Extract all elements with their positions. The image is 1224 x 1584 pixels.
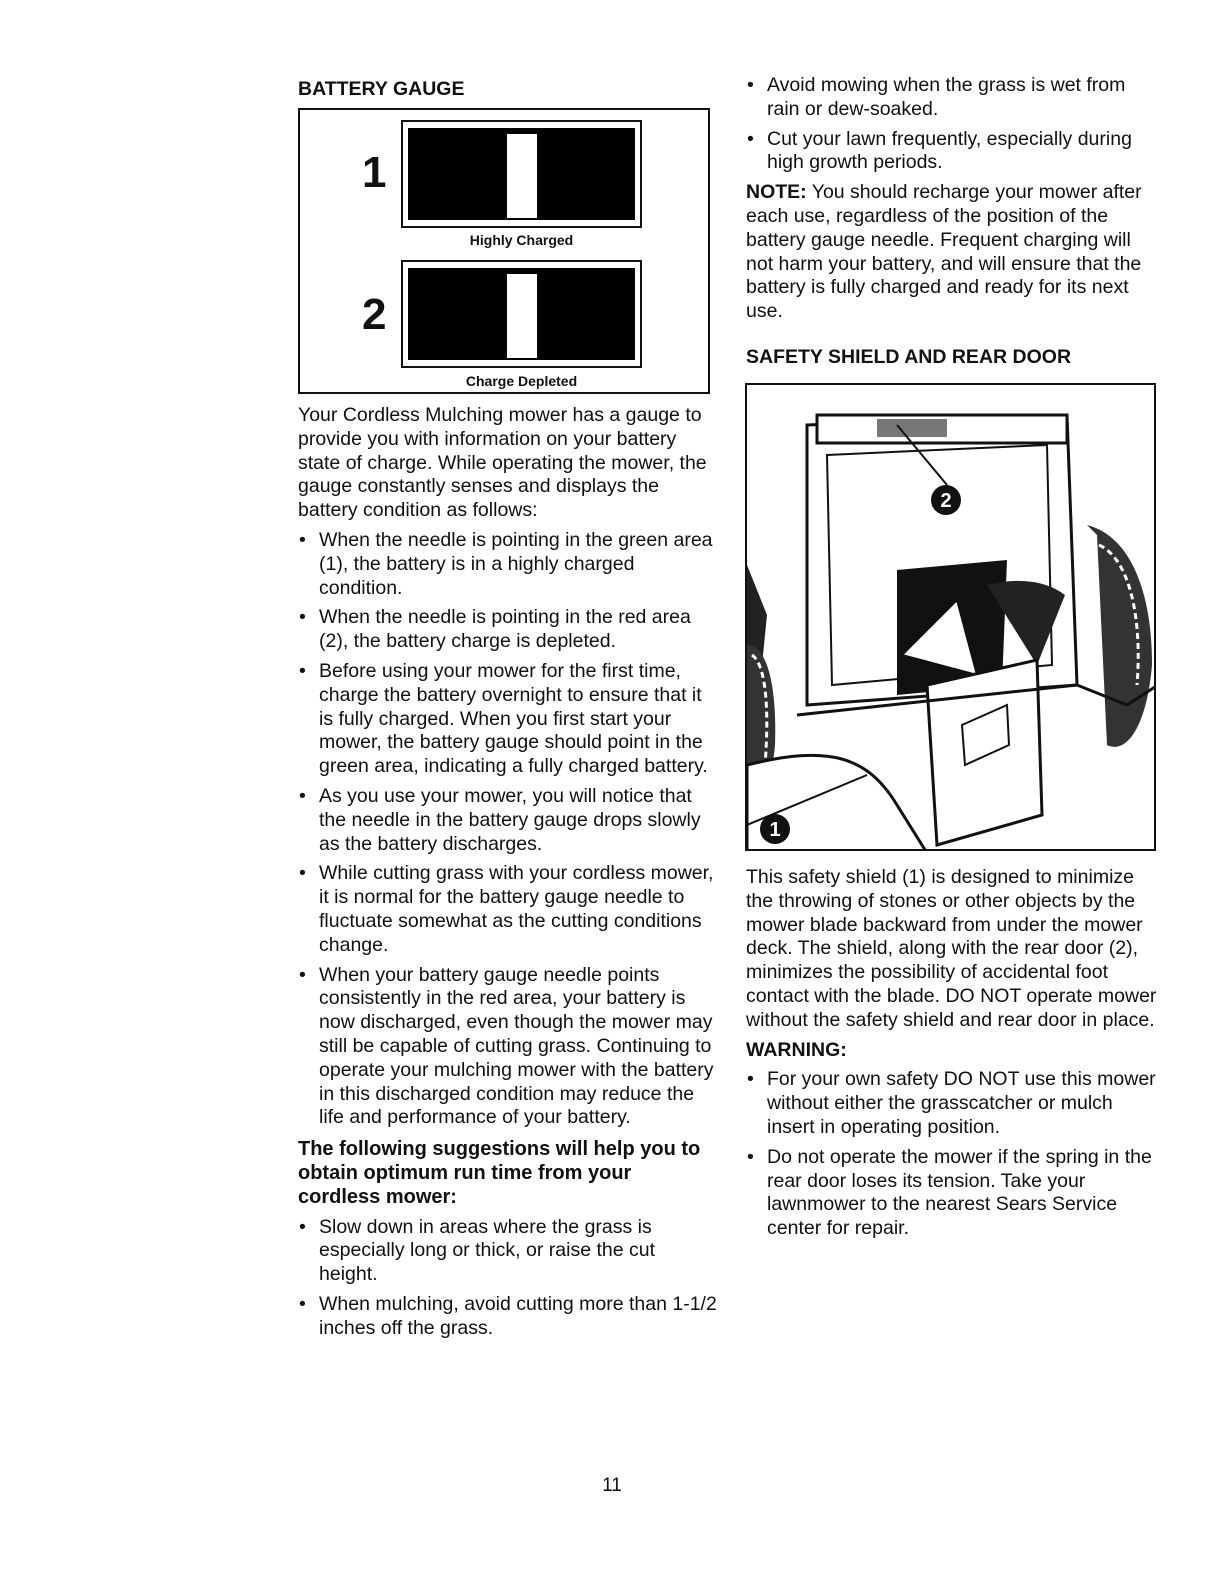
list-item: • When mulching, avoid cutting more than 1-1/2 inches off the grass.	[298, 1293, 718, 1341]
safety-shield-illustration	[745, 383, 1156, 851]
list-item: • For your own safety DO NOT use this mower without either the grasscatcher or mulch insert in operating position.	[746, 1068, 1158, 1139]
battery-gauge-figure	[298, 108, 710, 394]
note-label: NOTE:	[746, 181, 807, 204]
warning-label: WARNING:	[746, 1038, 847, 1061]
gauge-label-1: Highly Charged	[469, 232, 574, 248]
list-item: • When the needle is pointing in the red area (2), the battery charge is depleted.	[298, 606, 718, 654]
gauge-needle	[507, 134, 537, 218]
list-item: • While cutting grass with your cordless mower, it is normal for the battery gauge needle to fluctuate somewhat as the cutting conditions change.	[298, 862, 718, 957]
list-item: • When the needle is pointing in the green area (1), the battery is in a highly charged condition.	[298, 529, 718, 600]
safety-shield-heading: SAFETY SHIELD AND REAR DOOR	[746, 346, 1072, 368]
list-item: • Before using your mower for the first time, charge the battery overnight to ensure that it is fully charged. When you first start your mower, the battery gauge should point in the green area, indicating a fully charged battery.	[298, 660, 718, 779]
gauge-number-1: 1	[362, 148, 387, 197]
gauge-needle	[507, 274, 537, 358]
list-item: • Slow down in areas where the grass is especially long or thick, or raise the cut height.	[298, 1216, 718, 1287]
battery-gauge-heading: BATTERY GAUGE	[298, 78, 465, 100]
gauge-label-2: Charge Depleted	[465, 373, 578, 389]
tips-continued	[746, 74, 1158, 324]
note-text: You should recharge your mower after each use, regardless of the position of the battery gauge needle. Frequent charging will not harm your battery, and will ensure that the battery is fully charged and ready for its next use.	[746, 181, 1142, 323]
suggestions-heading: The following suggestions will help you to obtain optimum run time from your cordless mower:	[298, 1138, 701, 1208]
gauge-display-2	[401, 260, 642, 368]
safety-shield-text	[746, 866, 1158, 1241]
page-number: 11	[602, 1475, 622, 1496]
list-item: • When your battery gauge needle points consistently in the red area, your battery is now discharged, even though the mower may still be capable of cutting grass. Continuing to operate your mulching mower with the battery in this discharged condition may reduce the life and performance of your battery.	[298, 964, 718, 1131]
gauge-display-1	[401, 120, 642, 228]
list-item: • Cut your lawn frequently, especially during high growth periods.	[746, 128, 1158, 176]
list-item: • As you use your mower, you will notice that the needle in the battery gauge drops slowly as the battery discharges.	[298, 785, 718, 856]
callout-1: 1	[769, 819, 781, 841]
list-item: • Do not operate the mower if the spring in the rear door loses its tension. Take your lawnmower to the nearest Sears Service center for repair.	[746, 1146, 1158, 1241]
callout-2: 2	[940, 490, 952, 512]
battery-gauge-text	[298, 404, 718, 1340]
description-paragraph: This safety shield (1) is designed to minimize the throwing of stones or other objects by the mower blade backward from under the mower deck. The shield, along with the rear door (2), minimizes the possibility of accidental foot contact with the blade. DO NOT operate mower without the safety shield and rear door in place.	[746, 866, 1157, 1031]
gauge-number-2: 2	[362, 290, 387, 339]
list-item: • Avoid mowing when the grass is wet from rain or dew-soaked.	[746, 74, 1158, 122]
intro-paragraph: Your Cordless Mulching mower has a gauge to provide you with information on your battery state of charge. While operating the mower, the gauge constantly senses and displays the battery condition as follows:	[298, 404, 707, 522]
